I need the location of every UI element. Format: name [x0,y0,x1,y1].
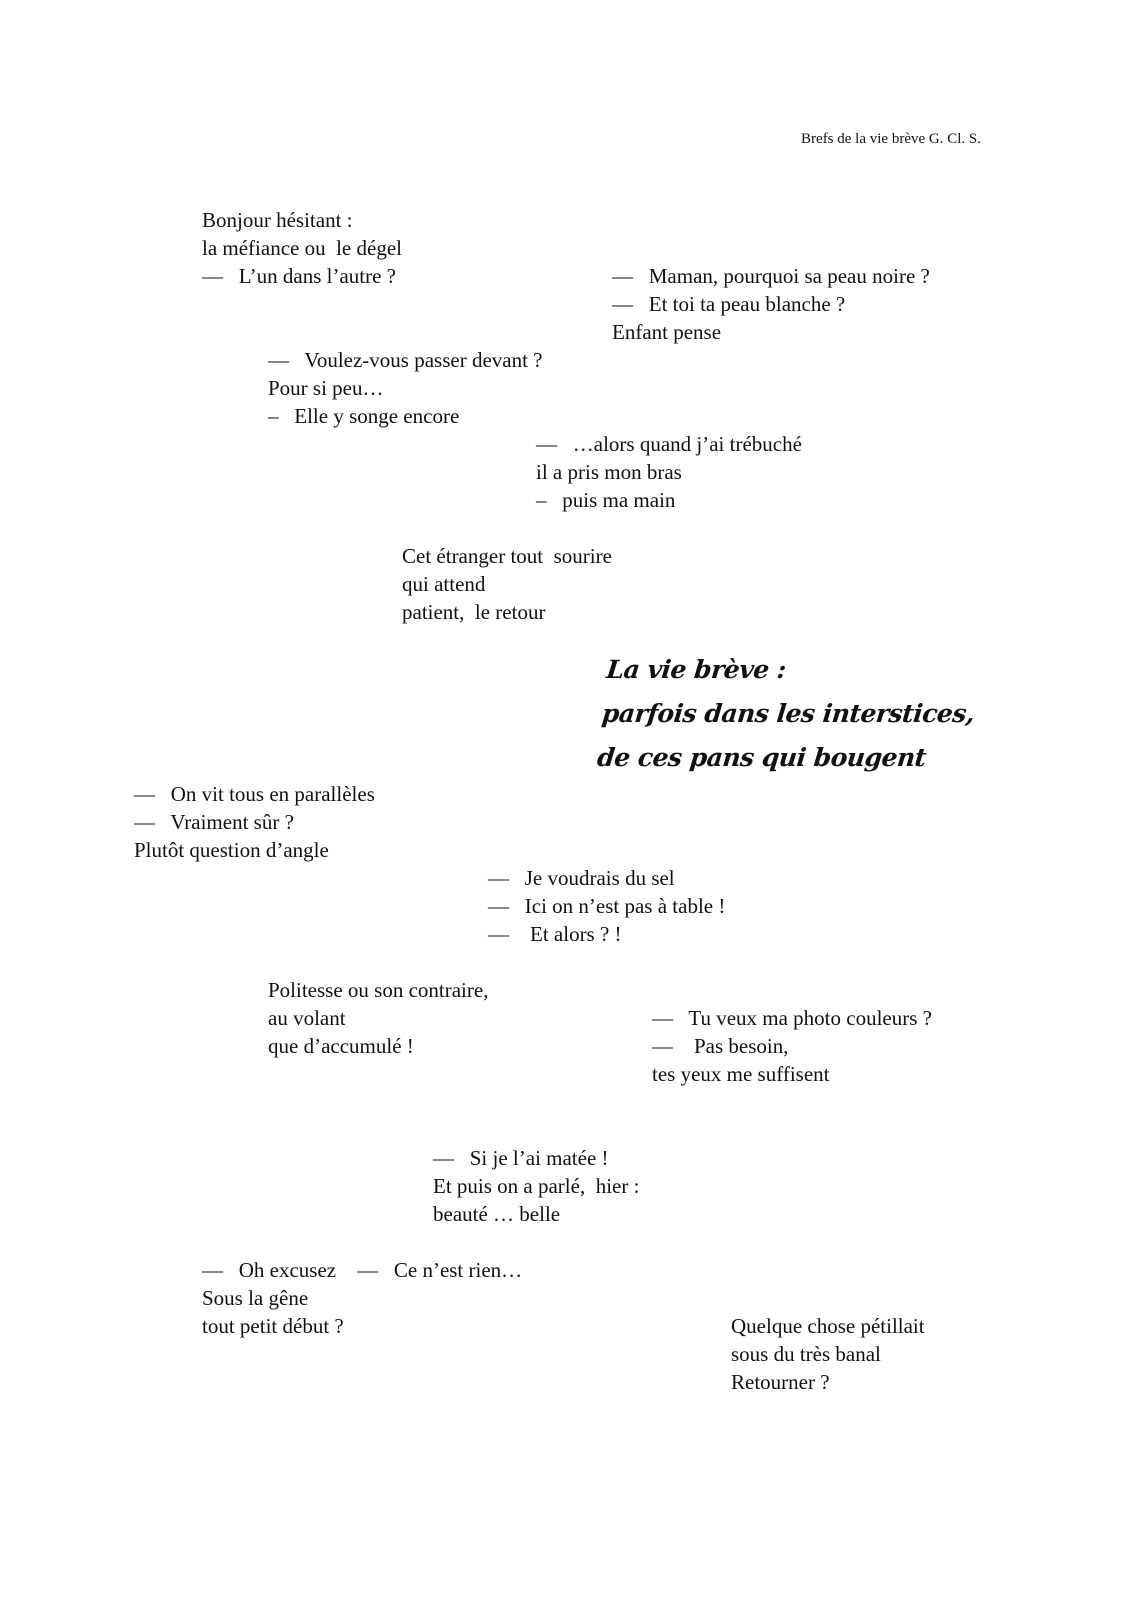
stanza-line: qui attend [402,572,486,596]
stanza-line: — Oh excusez — Ce n’est rien… [202,1258,523,1282]
stanza-sel [488,864,725,948]
stanza-line: – puis ma main [536,488,676,512]
stanza-line: — Tu veux ma photo couleurs ? [652,1006,932,1030]
stanza-paralleles [134,780,375,864]
stanza-line: Et puis on a parlé, hier : [433,1174,640,1198]
stanza-line: Quelque chose pétillait [731,1314,925,1338]
stanza-line: — …alors quand j’ai trébuché [536,432,802,456]
script-title-line: de ces pans qui bougent [595,743,928,772]
stanza-etranger [402,542,612,626]
stanza-passer-devant [268,346,543,430]
stanza-line: Plutôt question d’angle [134,838,329,862]
script-title [595,648,981,780]
stanza-line: — Si je l’ai matée ! [433,1146,609,1170]
stanza-line: sous du très banal [731,1342,881,1366]
stanza-line: — Vraiment sûr ? [134,810,294,834]
stanza-line: — Et toi ta peau blanche ? [612,292,846,316]
stanza-line: — Ici on n’est pas à table ! [488,894,726,918]
stanza-matee [433,1144,639,1228]
script-title-line: La vie brève : [605,655,788,684]
script-title-line: parfois dans les interstices, [600,699,976,728]
stanza-line: Cet étranger tout sourire [402,544,612,568]
stanza-bonjour [202,206,402,290]
stanza-line: — Et alors ? ! [488,922,622,946]
stanza-line: Retourner ? [731,1370,830,1394]
stanza-line: au volant [268,1006,346,1030]
stanza-politesse [268,976,488,1060]
running-header: Brefs de la vie brève G. Cl. S. [801,131,981,147]
stanza-maman [612,262,930,346]
stanza-line: beauté … belle [433,1202,561,1226]
stanza-line: patient, le retour [402,600,546,624]
stanza-petillait [731,1312,925,1396]
stanza-photo [652,1004,932,1088]
stanza-line: Pour si peu… [268,376,384,400]
stanza-line: Sous la gêne [202,1286,309,1310]
stanza-line: — L’un dans l’autre ? [202,264,397,288]
stanza-excusez [202,1256,522,1340]
stanza-line: — Maman, pourquoi sa peau noire ? [612,264,930,288]
stanza-line: – Elle y songe encore [268,404,460,428]
stanza-line: il a pris mon bras [536,460,682,484]
stanza-line: — Voulez-vous passer devant ? [268,348,543,372]
stanza-line: tout petit début ? [202,1314,344,1338]
stanza-line: — On vit tous en parallèles [134,782,375,806]
stanza-line: Enfant pense [612,320,722,344]
stanza-line: que d’accumulé ! [268,1034,414,1058]
stanza-line: la méfiance ou le dégel [202,236,402,260]
stanza-line: Politesse ou son contraire, [268,978,489,1002]
stanza-line: tes yeux me suffisent [652,1062,830,1086]
stanza-trebuche [536,430,802,514]
stanza-line: Bonjour hésitant : [202,208,353,232]
stanza-line: — Je voudrais du sel [488,866,675,890]
stanza-line: — Pas besoin, [652,1034,789,1058]
